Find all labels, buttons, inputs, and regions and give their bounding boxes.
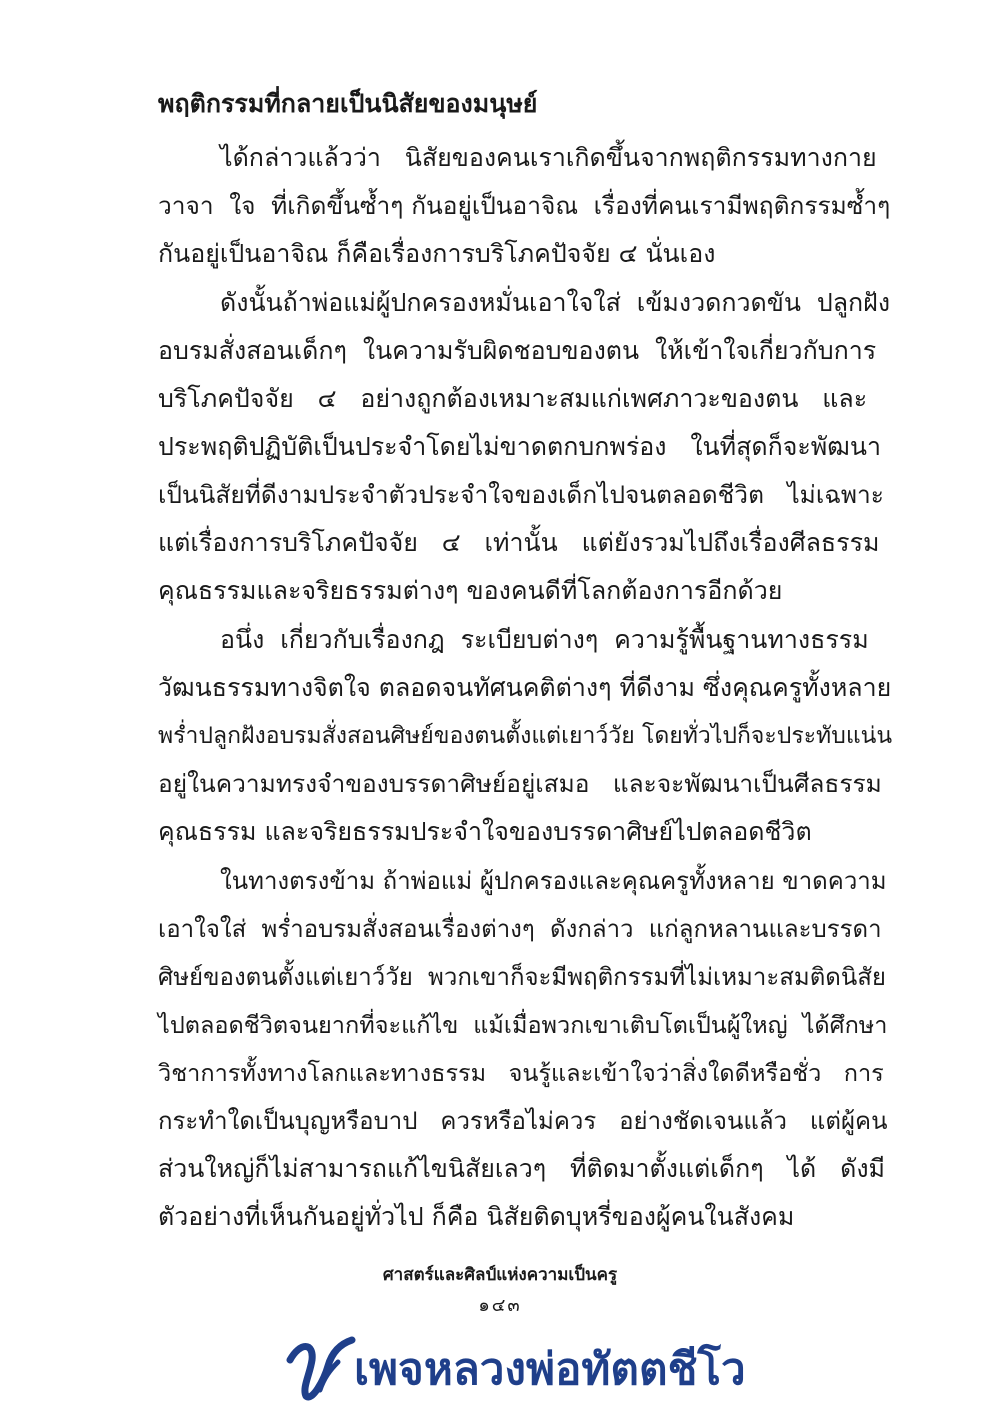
text-line: วาจา ใจ ที่เกิดขึ้นซ้ำๆ กันอยู่เป็นอาจิณ เรื่องที่คนเรามีพฤติกรรมซ้ำๆ bbox=[158, 191, 891, 220]
text-line: คุณธรรมและจริยธรรมต่างๆ ของคนดีที่โลกต้องการอีกด้วย bbox=[158, 576, 783, 605]
text-line: ไปตลอดชีวิตจนยากที่จะแก้ไข แม้เมื่อพวกเขาเติบโตเป็นผู้ใหญ่ ได้ศึกษา bbox=[158, 1011, 888, 1039]
text-line: แต่เรื่องการบริโภคปัจจัย ๔ เท่านั้น แต่ยังรวมไปถึงเรื่องศีลธรรม bbox=[158, 528, 880, 557]
text-line: คุณธรรม และจริยธรรมประจำใจของบรรดาศิษย์ไปตลอดชีวิต bbox=[158, 817, 812, 846]
text-line: ตัวอย่างที่เห็นกันอยู่ทั่วไป ก็คือ นิสัยติดบุหรี่ของผู้คนในสังคม bbox=[158, 1202, 795, 1231]
text-line: เป็นนิสัยที่ดีงามประจำตัวประจำใจของเด็กไปจนตลอดชีวิต ไม่เฉพาะ bbox=[158, 480, 884, 509]
text-line: วิชาการทั้งทางโลกและทางธรรม จนรู้และเข้าใจว่าสิ่งใดดีหรือชั่ว การ bbox=[158, 1059, 884, 1087]
text-line: ได้กล่าวแล้วว่า นิสัยของคนเราเกิดขึ้นจากพฤติกรรมทางกาย bbox=[220, 143, 877, 172]
text-line: บริโภคปัจจัย ๔ อย่างถูกต้องเหมาะสมแก่เพศภาวะของตน และ bbox=[158, 384, 868, 413]
brand-logo bbox=[280, 1330, 746, 1410]
text-line: ศิษย์ของตนตั้งแต่เยาว์วัย พวกเขาก็จะมีพฤติกรรมที่ไม่เหมาะสมติดนิสัย bbox=[158, 963, 886, 991]
text-line: ในทางตรงข้าม ถ้าพ่อแม่ ผู้ปกครองและคุณครูทั้งหลาย ขาดความ bbox=[220, 867, 887, 895]
text-line: กระทำใดเป็นบุญหรือบาป ควรหรือไม่ควร อย่างชัดเจนแล้ว แต่ผู้คน bbox=[158, 1107, 888, 1135]
text-line: เอาใจใส่ พร่ำอบรมสั่งสอนเรื่องต่างๆ ดังกล่าว แก่ลูกหลานและบรรดา bbox=[158, 915, 882, 943]
section-heading: พฤติกรรมที่กลายเป็นนิสัยของมนุษย์ bbox=[158, 89, 538, 118]
text-line: อนึ่ง เกี่ยวกับเรื่องกฎ ระเบียบต่างๆ ความรู้พื้นฐานทางธรรม bbox=[220, 625, 869, 654]
text-line: ดังนั้นถ้าพ่อแม่ผู้ปกครองหมั่นเอาใจใส่ เข้มงวดกวดขัน ปลูกฝัง bbox=[220, 288, 891, 317]
text-line: กันอยู่เป็นอาจิณ ก็คือเรื่องการบริโภคปัจจัย ๔ นั่นเอง bbox=[158, 239, 716, 268]
brand-text: เพจหลวงพ่อทัตตชีโว bbox=[354, 1344, 746, 1395]
text-line: อยู่ในความทรงจำของบรรดาศิษย์อยู่เสมอ และจะพัฒนาเป็นศีลธรรม bbox=[158, 769, 882, 798]
page-number: ๑๔๓ bbox=[478, 1295, 522, 1316]
text-line: อบรมสั่งสอนเด็กๆ ในความรับผิดชอบของตน ให้เข้าใจเกี่ยวกับการ bbox=[158, 336, 877, 365]
text-line: พร่ำปลูกฝังอบรมสั่งสอนศิษย์ของตนตั้งแต่เยาว์วัย โดยทั่วไปก็จะประทับแน่น bbox=[158, 723, 893, 749]
brand-mark-icon bbox=[280, 1330, 360, 1410]
book-title: ศาสตร์และศิลป์แห่งความเป็นครู bbox=[382, 1265, 618, 1285]
text-line: วัฒนธรรมทางจิตใจ ตลอดจนทัศนคติต่างๆ ที่ดีงาม ซึ่งคุณครูทั้งหลาย bbox=[158, 673, 892, 702]
text-line: ส่วนใหญ่ก็ไม่สามารถแก้ไขนิสัยเลวๆ ที่ติดมาตั้งแต่เด็กๆ ได้ ดังมี bbox=[158, 1154, 886, 1183]
text-line: ประพฤติปฏิบัติเป็นประจำโดยไม่ขาดตกบกพร่อง ในที่สุดก็จะพัฒนา bbox=[158, 432, 881, 461]
